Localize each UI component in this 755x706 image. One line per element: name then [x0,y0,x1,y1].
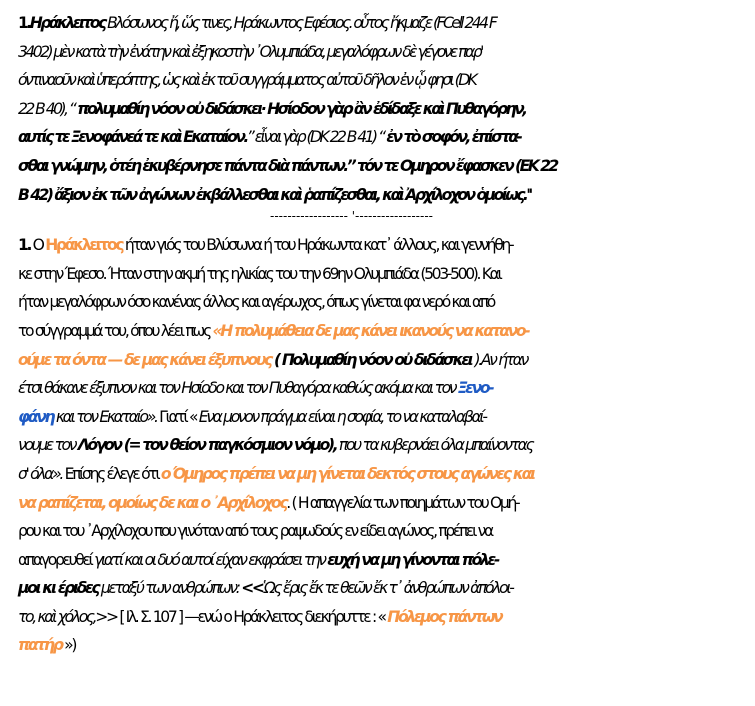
highlighted-quote: Πόλεμος πάντων [387,607,502,626]
text-line [18,489,748,518]
text-span: μεταξύ των ανθρώπων: [98,579,242,598]
highlighted-quote: πατήρ [18,636,62,655]
text-line [18,317,748,346]
text-span: απαγορευθεί [18,550,95,569]
paragraph-number: 1. [18,14,30,32]
quote-fragment-41: ἐν τὸ σοφόν, ἐπίστα- [383,128,521,147]
text-line: σθαι γνώμην, ὁτέη ἐκυβέρνησε πάντα διὰ πάντων.” τόν τε Ομηρον ἔφασκεν (ΕΚ 22 [18,156,557,175]
text-line [18,574,748,603]
text-line [18,403,748,432]
text-line [18,546,748,575]
paragraph-number: 1. [18,236,31,255]
text-line [18,431,748,460]
text-span: Επίσης έλεγε ότι [61,464,161,483]
text-line: ρου και του ᾽Αρχίλοχου που γινόταν από τους ραψωδούς εν είδει αγώνος, πρέπει να [18,522,492,541]
text-line [18,346,748,375]
text-line [18,95,748,124]
text-span: που τα κυβερνάει όλα μπαίνοντας [336,436,533,455]
highlighted-quote: ούμε τα όντα — δε μας κάνει έξυπνους [18,350,271,369]
highlighted-quote: «Η πολυμάθεια δε μας κάνει ικανούς να κατανο- [212,321,529,340]
text-line [18,460,748,489]
separator-line: ------------------ '------------------ [270,209,433,224]
text-span: ).Αν ήταν [474,350,527,369]
heraclitus-name-highlight: Ηράκλειτος [45,236,123,255]
text-span: και τον Εκαταίο». [53,407,157,426]
text-line [18,603,748,632]
text-span: << [241,579,263,598]
text-span: Βλόσωνος ἤ, ὥς τινες, Ηράκωντος Εφέσιος. οὗτος ἤκμαζε (FCell 244 F [104,14,496,32]
text-line: ήταν μεγαλόφρων όσο κανένας άλλος και αγέρωχος, όπως γίνεται φα νερό και από [18,293,494,312]
text-span: νουμε τον [18,436,78,455]
greek-original-quote: ( Πολυμαθίη νόον οὐ διδάσκει [270,350,475,369]
xenophanes-link[interactable]: Ξενο- [457,379,493,398]
text-span: ” εἶναι γὰρ (DK 22 B 41) “ [246,128,384,147]
text-span: 22 B 40), “ [18,99,75,118]
bold-phrase: μοι κι έριδες [18,579,99,598]
text-span: Γιατί « [156,407,199,426]
text-span: Ενα μονον πράγμα είναι η σοφία, το να καταλαβαί- [198,407,486,426]
text-span: . ( Η απαγγελία των ποιημάτων του Ομή- [286,493,519,512]
text-span: έτσι θάκανε έξυπνον και τον Ησίοδο και τον Πυθαγόρα καθώς ακόμα και τον [18,379,458,398]
bold-phrase: ευχή να μη γίνονται πόλε- [327,550,498,569]
text-span: γιατί και οι δυό αυτοί είχαν εκφράσει την [94,550,328,569]
text-line [18,123,748,152]
iliad-quote: Ὡς ἔρις ἔκ τε θεῶν ἔκ τ᾽ ἀνθρώπων ἀπόλοι- [262,579,513,598]
text-span: ήταν γιός του Βλύσωνα ή του Ηράκωντα κατ᾽ άλλους, και γεννήθη- [122,236,513,255]
highlighted-quote: να ραπίζεται, ομοίως δε και ο ᾽Αρχίλοχος [18,493,287,512]
logos-definition: Λόγον (= τον θείον παγκόσμιον νόμο), [77,436,337,455]
modern-translation-paragraph [18,231,748,660]
text-span: το σύγγραμμά του, όπου λέει πως [18,321,213,340]
text-line [18,9,748,38]
text-line: 3402) μὲν κατὰ τὴν ἐνάτην καὶ ἐξηκοστὴν ᾽Ολυμπιάδα, μεγαλόφρων δὲ γέγονε παρ' [18,42,482,61]
text-span: >> [ Ιλ. Σ. 107 ] —ενώ ο Ηράκλειτος διεκήρυττε : « [95,607,388,626]
heraclitus-name: Ηράκλειτος [29,14,105,32]
text-line [18,631,748,660]
ancient-text-paragraph [18,9,748,209]
text-line [18,231,748,260]
xenophanes-link[interactable]: φάνη [18,407,54,426]
text-span: ») [61,636,76,655]
iliad-quote: το, καὶ χόλος, [18,607,96,626]
text-span: σ' όλα». [18,464,62,483]
text-span: Ο [30,236,46,255]
text-line: Β 42) ἄξιον ἐκ τῶν ἀγώνων ἐκβάλλεσθαι καὶ ῥαπίζεσθαι, καὶ Ἀρχίλοχον ὁμοίως.'' [18,185,531,204]
text-line: κε στην Έφεσο. Ήταν στην ακμή της ηλικίας του την 69ην Ολυμπιάδα (503-500). Και [18,264,501,283]
quote-fragment-40: πολυμαθίη νόον οὐ διδάσκει· Ησίοδον γὰρ ἂν ἐδίδαξε καὶ Πυθαγόρην, [74,99,526,118]
text-line [18,374,748,403]
highlighted-quote: ο Όμηρος πρέπει να μη γίνεται δεκτός στους αγώνες και [160,464,534,483]
document-body [18,9,748,660]
quote-fragment-40-end: αυτίς τε Ξενοφάνεά τε καὶ Εκαταίον. [18,128,247,147]
text-line: όντιναοῦν καὶ ὑπερόπτης, ὡς καὶ ἐκ τοῦ συγγράμματος αὐτοῦ δῆλον ἐν ᾧ φησι (DK [18,71,476,90]
